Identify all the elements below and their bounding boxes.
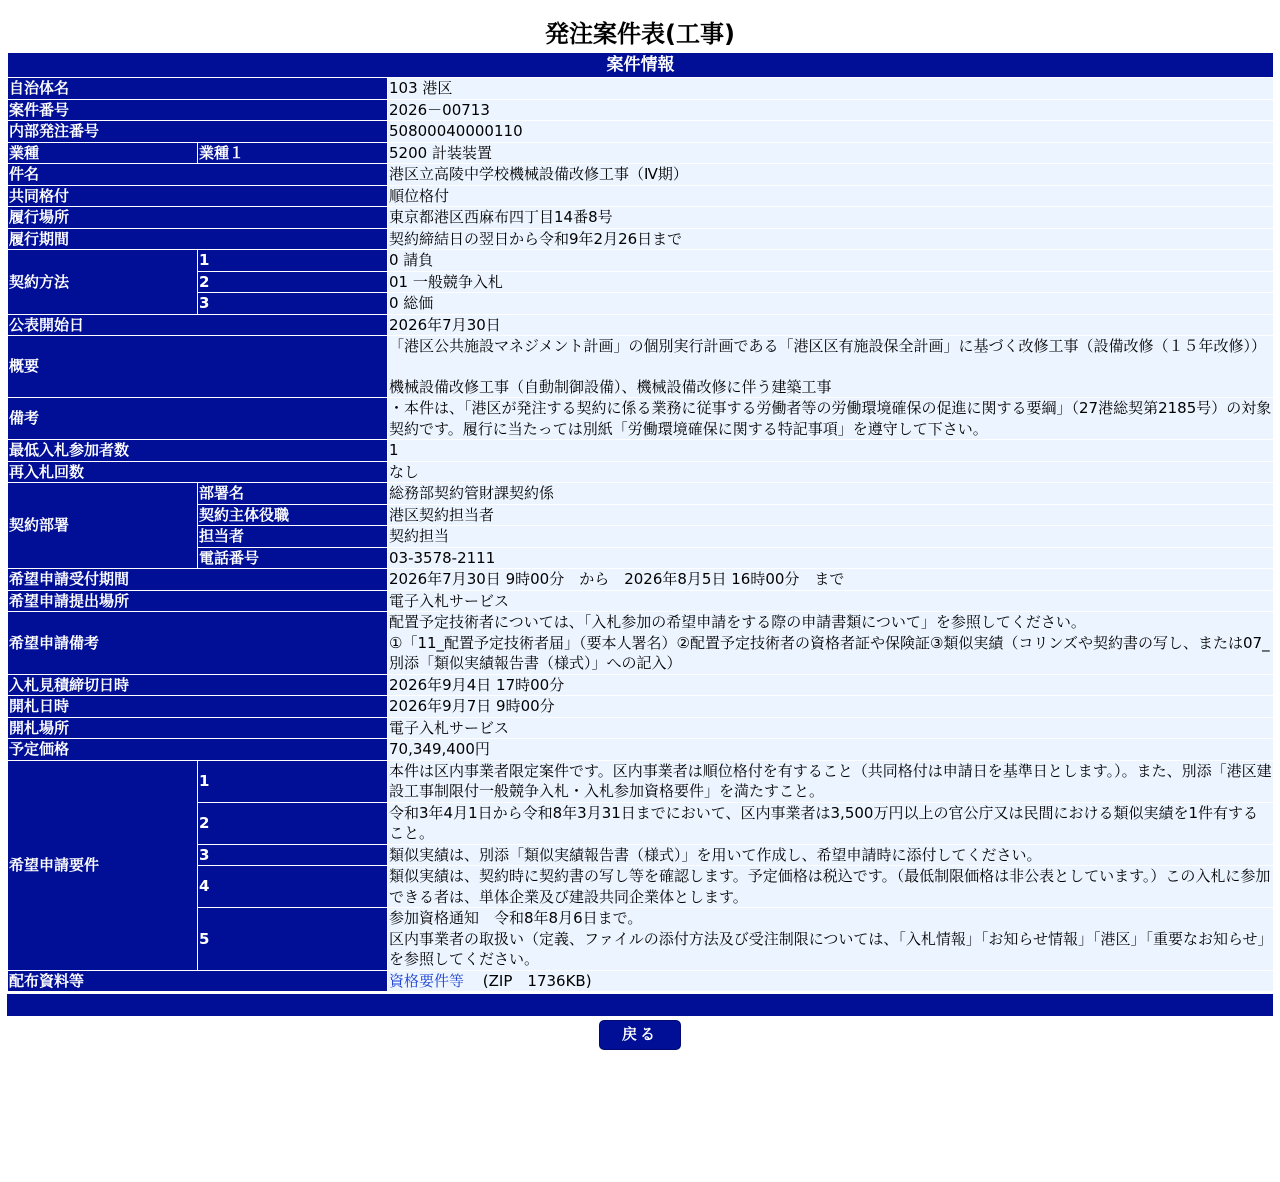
estimated-price-label: 予定価格	[8, 739, 388, 761]
contract-method-no: 1	[198, 250, 388, 272]
apply-remarks-line: 配置予定技術者については、「入札参加の希望申請をする際の申請書類について」を参照してください。	[389, 613, 1086, 631]
requirement-value	[388, 908, 1274, 971]
apply-period-label: 希望申請受付期間	[8, 569, 388, 591]
apply-remarks-value	[388, 612, 1274, 675]
department-sublabel: 電話番号	[198, 547, 388, 569]
remarks-value: ・本件は、「港区が発注する契約に係る業務に従事する労働者等の労働環境確保の促進に関する要綱」（27港総契第2185号）の対象契約です。履行に当たっては別紙「労働環境確保に関する特記事項」を遵守して下さい。	[388, 398, 1274, 440]
remarks-label: 備考	[8, 398, 388, 440]
location-value: 東京都港区西麻布四丁目14番8号	[388, 207, 1274, 229]
contract-method-label: 契約方法	[8, 250, 198, 315]
min-bidders-value: 1	[388, 440, 1274, 462]
contract-method-value: 0 総価	[388, 293, 1274, 315]
requirement-no: 5	[198, 908, 388, 971]
department-sublabel: 契約主体役職	[198, 504, 388, 526]
department-value: 総務部契約管財課契約係	[388, 483, 1274, 505]
requirement-line: 参加資格通知 令和8年8月6日まで。	[389, 909, 643, 927]
footer-bar	[7, 994, 1273, 1016]
department-sublabel: 部署名	[198, 483, 388, 505]
apply-period-value: 2026年7月30日 9時00分 から 2026年8月5日 16時00分 まで	[388, 569, 1274, 591]
publish-date-label: 公表開始日	[8, 314, 388, 336]
rebid-count-label: 再入札回数	[8, 461, 388, 483]
case-no-label: 案件番号	[8, 99, 388, 121]
estimate-deadline-value: 2026年9月4日 17時00分	[388, 674, 1274, 696]
location-label: 履行場所	[8, 207, 388, 229]
requirement-no: 4	[198, 866, 388, 908]
page-title: 発注案件表(工事)	[545, 20, 735, 48]
requirement-value: 本件は区内事業者限定案件です。区内事業者は順位格付を有すること（共同格付は申請日を基準日とします。）。また、別添「港区建設工事制限付一般競争入札・入札参加資格要件」を満たすこと。	[389, 761, 1272, 800]
back-button-wrap	[0, 1020, 1280, 1050]
overview-value	[388, 336, 1274, 398]
department-value: 港区契約担当者	[388, 504, 1274, 526]
department-value: 03-3578-2111	[388, 547, 1274, 569]
contract-method-value: 01 一般競争入札	[388, 271, 1274, 293]
materials-value	[388, 970, 1274, 992]
apply-place-label: 希望申請提出場所	[8, 590, 388, 612]
apply-place-value: 電子入札サービス	[388, 590, 1274, 612]
internal-no-label: 内部発注番号	[8, 121, 388, 143]
publish-date-value: 2026年7月30日	[388, 314, 1274, 336]
joint-rating-value: 順位格付	[388, 185, 1274, 207]
industry-value: 5200 計装装置	[388, 142, 1274, 164]
subject-value: 港区立高陵中学校機械設備改修工事（Ⅳ期）	[388, 164, 1274, 186]
subject-label: 件名	[8, 164, 388, 186]
industry-sublabel: 業種１	[198, 142, 388, 164]
joint-rating-label: 共同格付	[8, 185, 388, 207]
industry-label: 業種	[8, 142, 198, 164]
min-bidders-label: 最低入札参加者数	[8, 440, 388, 462]
back-button[interactable]: 戻る	[599, 1020, 681, 1050]
requirement-value: 類似実績は、別添「類似実績報告書（様式）」を用いて作成し、希望申請時に添付してください。	[388, 844, 1274, 866]
opening-place-label: 開札場所	[8, 717, 388, 739]
materials-label: 配布資料等	[8, 970, 388, 992]
requirement-no: 1	[198, 760, 388, 802]
opening-place-value: 電子入札サービス	[388, 717, 1274, 739]
estimate-deadline-label: 入札見積締切日時	[8, 674, 388, 696]
requirement-value: 令和3年4月1日から令和8年3月31日までにおいて、区内事業者は3,500万円以上の官公庁又は民間における類似実績を1件有すること。	[388, 802, 1274, 844]
requirement-no: 3	[198, 844, 388, 866]
apply-remarks-line: ①「11_配置予定技術者届」（要本人署名）②配置予定技術者の資格者証や保険証③類似実績（コリンズや契約書の写し、または07_別添「類似実績報告書（様式）」への記入）	[389, 633, 1270, 672]
municipality-value: 103 港区	[388, 78, 1274, 100]
municipality-label: 自治体名	[8, 78, 388, 100]
internal-no-value: 50800040000110	[388, 121, 1274, 143]
apply-remarks-label: 希望申請備考	[8, 612, 388, 675]
materials-download-link[interactable]: 資格要件等	[389, 971, 465, 990]
overview-line: 機械設備改修工事（自動制御設備）、機械設備改修に伴う建築工事	[389, 377, 832, 396]
overview-label: 概要	[8, 336, 388, 398]
contract-method-no: 2	[198, 271, 388, 293]
case-no-value: 2026－00713	[388, 99, 1274, 121]
materials-file-info: (ZIP 1736KB)	[482, 971, 592, 990]
department-label: 契約部署	[8, 483, 198, 569]
overview-line: 「港区公共施設マネジメント計画」の個別実行計画である「港区区有施設保全計画」に基づく改修工事（設備改修（１５年改修））	[389, 337, 1267, 355]
contract-method-no: 3	[198, 293, 388, 315]
period-label: 履行期間	[8, 228, 388, 250]
rebid-count-value: なし	[388, 461, 1274, 483]
contract-method-value: 0 請負	[388, 250, 1274, 272]
opening-date-label: 開札日時	[8, 696, 388, 718]
opening-date-value: 2026年9月7日 9時00分	[388, 696, 1274, 718]
period-value: 契約締結日の翌日から令和9年2月26日まで	[388, 228, 1274, 250]
estimated-price-value: 70,349,400円	[388, 739, 1274, 761]
requirements-label: 希望申請要件	[8, 760, 198, 970]
requirement-no: 2	[198, 802, 388, 844]
requirement-value: 類似実績は、契約時に契約書の写し等を確認します。予定価格は税込です。（最低制限価格は非公表としています。）この入札に参加できる者は、単体企業及び建設共同企業体とします。	[388, 866, 1274, 908]
case-info-table	[7, 52, 1274, 992]
department-sublabel: 担当者	[198, 526, 388, 548]
requirement-line: 区内事業者の取扱い（定義、ファイルの添付方法及び受注制限については、「入札情報」「お知らせ情報」「港区」「重要なお知らせ」を参照してください。	[389, 929, 1266, 968]
section-title: 案件情報	[8, 53, 1274, 78]
department-value: 契約担当	[388, 526, 1274, 548]
